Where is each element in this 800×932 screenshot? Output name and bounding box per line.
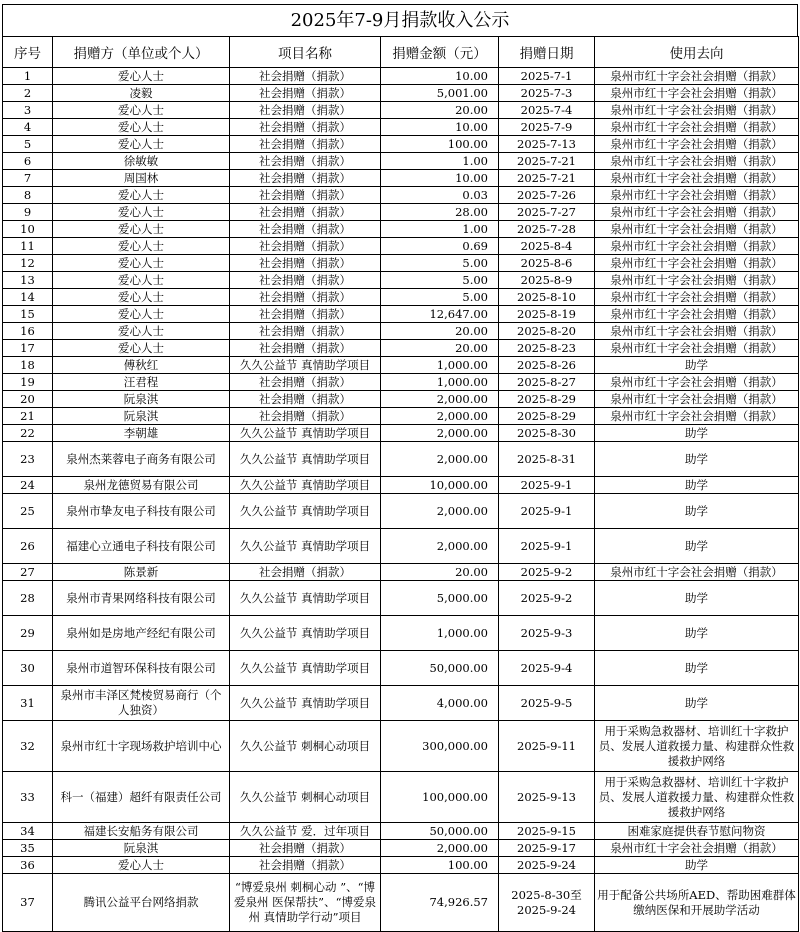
cell-no: 35 xyxy=(3,840,53,857)
cell-amount: 100,000.00 xyxy=(381,772,499,823)
cell-donor: 泉州市青果网络科技有限公司 xyxy=(53,581,230,616)
cell-no: 4 xyxy=(3,119,53,136)
cell-project: 社会捐赠（捐款） xyxy=(230,857,381,874)
cell-no: 5 xyxy=(3,136,53,153)
cell-date: 2025-8-30至2025-9-24 xyxy=(499,874,595,932)
cell-use: 泉州市红十字会社会捐赠（捐款） xyxy=(595,221,799,238)
cell-project: 久久公益节 真情助学项目 xyxy=(230,616,381,651)
cell-amount: 1,000.00 xyxy=(381,357,499,374)
table-header-row xyxy=(3,37,799,68)
cell-date: 2025-7-21 xyxy=(499,153,595,170)
cell-date: 2025-7-1 xyxy=(499,68,595,85)
table-row xyxy=(3,391,799,408)
cell-use: 泉州市红十字会社会捐赠（捐款） xyxy=(595,340,799,357)
cell-amount: 4,000.00 xyxy=(381,686,499,721)
cell-amount: 300,000.00 xyxy=(381,721,499,772)
cell-project: 社会捐赠（捐款） xyxy=(230,238,381,255)
cell-no: 26 xyxy=(3,529,53,564)
cell-date: 2025-8-30 xyxy=(499,425,595,442)
table-row xyxy=(3,374,799,391)
table-body xyxy=(3,68,799,932)
table-row xyxy=(3,340,799,357)
cell-date: 2025-8-27 xyxy=(499,374,595,391)
cell-no: 12 xyxy=(3,255,53,272)
cell-donor: 陈景新 xyxy=(53,564,230,581)
cell-amount: 20.00 xyxy=(381,102,499,119)
cell-amount: 10.00 xyxy=(381,68,499,85)
table-row xyxy=(3,306,799,323)
table-row xyxy=(3,408,799,425)
cell-donor: 泉州杰莱蓉电子商务有限公司 xyxy=(53,442,230,477)
cell-donor: 李朝雄 xyxy=(53,425,230,442)
header-donor: 捐赠方（单位或个人） xyxy=(53,37,230,68)
cell-donor: 爱心人士 xyxy=(53,119,230,136)
table-row xyxy=(3,772,799,823)
cell-use: 泉州市红十字会社会捐赠（捐款） xyxy=(595,323,799,340)
table-row xyxy=(3,823,799,840)
table-row xyxy=(3,564,799,581)
page-title: 2025年7-9月捐款收入公示 xyxy=(2,4,798,36)
cell-use: 泉州市红十字会社会捐赠（捐款） xyxy=(595,272,799,289)
cell-project: 久久公益节 爱．过年项目 xyxy=(230,823,381,840)
cell-date: 2025-9-15 xyxy=(499,823,595,840)
table-row xyxy=(3,289,799,306)
cell-date: 2025-9-1 xyxy=(499,477,595,494)
cell-donor: 泉州市红十字现场救护培训中心 xyxy=(53,721,230,772)
table-row xyxy=(3,119,799,136)
cell-date: 2025-8-23 xyxy=(499,340,595,357)
table-row xyxy=(3,221,799,238)
cell-amount: 5.00 xyxy=(381,272,499,289)
cell-amount: 50,000.00 xyxy=(381,651,499,686)
cell-use: 助学 xyxy=(595,357,799,374)
cell-project: 社会捐赠（捐款） xyxy=(230,136,381,153)
cell-project: 社会捐赠（捐款） xyxy=(230,272,381,289)
cell-project: 社会捐赠（捐款） xyxy=(230,391,381,408)
cell-donor: 泉州市道智环保科技有限公司 xyxy=(53,651,230,686)
donation-table xyxy=(2,36,799,932)
cell-donor: 阮泉淇 xyxy=(53,408,230,425)
cell-amount: 10.00 xyxy=(381,119,499,136)
cell-amount: 5.00 xyxy=(381,255,499,272)
cell-no: 17 xyxy=(3,340,53,357)
table-row xyxy=(3,425,799,442)
header-project: 项目名称 xyxy=(230,37,381,68)
cell-amount: 2,000.00 xyxy=(381,494,499,529)
cell-date: 2025-8-26 xyxy=(499,357,595,374)
cell-donor: 爱心人士 xyxy=(53,238,230,255)
cell-project: 社会捐赠（捐款） xyxy=(230,204,381,221)
cell-donor: 科一（福建）超纤有限责任公司 xyxy=(53,772,230,823)
cell-date: 2025-7-28 xyxy=(499,221,595,238)
cell-no: 25 xyxy=(3,494,53,529)
cell-no: 15 xyxy=(3,306,53,323)
cell-no: 30 xyxy=(3,651,53,686)
cell-no: 10 xyxy=(3,221,53,238)
cell-use: 助学 xyxy=(595,651,799,686)
cell-no: 29 xyxy=(3,616,53,651)
cell-use: 泉州市红十字会社会捐赠（捐款） xyxy=(595,374,799,391)
cell-no: 34 xyxy=(3,823,53,840)
cell-project: 社会捐赠（捐款） xyxy=(230,340,381,357)
cell-use: 泉州市红十字会社会捐赠（捐款） xyxy=(595,255,799,272)
cell-amount: 12,647.00 xyxy=(381,306,499,323)
cell-date: 2025-8-29 xyxy=(499,391,595,408)
cell-no: 18 xyxy=(3,357,53,374)
cell-donor: 爱心人士 xyxy=(53,857,230,874)
cell-donor: 汪君程 xyxy=(53,374,230,391)
cell-use: 泉州市红十字会社会捐赠（捐款） xyxy=(595,187,799,204)
cell-donor: 腾讯公益平台网络捐款 xyxy=(53,874,230,932)
cell-date: 2025-7-13 xyxy=(499,136,595,153)
cell-date: 2025-8-31 xyxy=(499,442,595,477)
cell-project: 社会捐赠（捐款） xyxy=(230,85,381,102)
cell-use: 泉州市红十字会社会捐赠（捐款） xyxy=(595,136,799,153)
cell-amount: 28.00 xyxy=(381,204,499,221)
cell-no: 1 xyxy=(3,68,53,85)
table-row xyxy=(3,686,799,721)
cell-project: 久久公益节 真情助学项目 xyxy=(230,686,381,721)
cell-amount: 2,000.00 xyxy=(381,840,499,857)
cell-no: 31 xyxy=(3,686,53,721)
cell-donor: 爱心人士 xyxy=(53,204,230,221)
table-row xyxy=(3,238,799,255)
cell-amount: 20.00 xyxy=(381,564,499,581)
cell-date: 2025-9-1 xyxy=(499,494,595,529)
cell-amount: 2,000.00 xyxy=(381,442,499,477)
cell-date: 2025-9-4 xyxy=(499,651,595,686)
cell-no: 20 xyxy=(3,391,53,408)
cell-use: 助学 xyxy=(595,494,799,529)
cell-no: 24 xyxy=(3,477,53,494)
table-row xyxy=(3,857,799,874)
cell-no: 13 xyxy=(3,272,53,289)
cell-project: 社会捐赠（捐款） xyxy=(230,323,381,340)
cell-use: 泉州市红十字会社会捐赠（捐款） xyxy=(595,391,799,408)
cell-donor: 爱心人士 xyxy=(53,306,230,323)
cell-donor: 爱心人士 xyxy=(53,187,230,204)
table-row xyxy=(3,494,799,529)
cell-no: 28 xyxy=(3,581,53,616)
cell-use: 助学 xyxy=(595,529,799,564)
table-row xyxy=(3,68,799,85)
cell-use: 泉州市红十字会社会捐赠（捐款） xyxy=(595,238,799,255)
cell-donor: 傅秋红 xyxy=(53,357,230,374)
cell-no: 19 xyxy=(3,374,53,391)
cell-use: 泉州市红十字会社会捐赠（捐款） xyxy=(595,306,799,323)
table-row xyxy=(3,840,799,857)
cell-project: 社会捐赠（捐款） xyxy=(230,170,381,187)
cell-donor: 爱心人士 xyxy=(53,221,230,238)
cell-use: 泉州市红十字会社会捐赠（捐款） xyxy=(595,408,799,425)
table-row xyxy=(3,581,799,616)
cell-amount: 50,000.00 xyxy=(381,823,499,840)
cell-date: 2025-8-9 xyxy=(499,272,595,289)
table-row xyxy=(3,874,799,932)
cell-no: 7 xyxy=(3,170,53,187)
cell-project: 久久公益节 真情助学项目 xyxy=(230,529,381,564)
cell-date: 2025-7-26 xyxy=(499,187,595,204)
cell-use: 助学 xyxy=(595,616,799,651)
cell-no: 9 xyxy=(3,204,53,221)
table-row xyxy=(3,187,799,204)
table-row xyxy=(3,442,799,477)
cell-use: 困难家庭提供春节慰问物资 xyxy=(595,823,799,840)
table-row xyxy=(3,323,799,340)
cell-use: 助学 xyxy=(595,581,799,616)
cell-project: 社会捐赠（捐款） xyxy=(230,255,381,272)
cell-amount: 2,000.00 xyxy=(381,391,499,408)
cell-amount: 0.69 xyxy=(381,238,499,255)
cell-use: 助学 xyxy=(595,425,799,442)
cell-no: 8 xyxy=(3,187,53,204)
cell-donor: 爱心人士 xyxy=(53,102,230,119)
cell-use: 泉州市红十字会社会捐赠（捐款） xyxy=(595,170,799,187)
cell-project: 久久公益节 真情助学项目 xyxy=(230,357,381,374)
cell-project: 社会捐赠（捐款） xyxy=(230,374,381,391)
cell-no: 6 xyxy=(3,153,53,170)
cell-use: 泉州市红十字会社会捐赠（捐款） xyxy=(595,68,799,85)
cell-donor: 阮泉淇 xyxy=(53,391,230,408)
cell-donor: 泉州龙德贸易有限公司 xyxy=(53,477,230,494)
cell-donor: 徐敏敏 xyxy=(53,153,230,170)
cell-amount: 0.03 xyxy=(381,187,499,204)
cell-date: 2025-9-13 xyxy=(499,772,595,823)
cell-project: 社会捐赠（捐款） xyxy=(230,187,381,204)
cell-no: 36 xyxy=(3,857,53,874)
cell-no: 2 xyxy=(3,85,53,102)
cell-use: 泉州市红十字会社会捐赠（捐款） xyxy=(595,289,799,306)
cell-use: 泉州市红十字会社会捐赠（捐款） xyxy=(595,119,799,136)
cell-date: 2025-7-9 xyxy=(499,119,595,136)
cell-date: 2025-9-5 xyxy=(499,686,595,721)
cell-donor: 凌毅 xyxy=(53,85,230,102)
cell-no: 33 xyxy=(3,772,53,823)
cell-amount: 100.00 xyxy=(381,857,499,874)
cell-use: 泉州市红十字会社会捐赠（捐款） xyxy=(595,153,799,170)
cell-project: 社会捐赠（捐款） xyxy=(230,306,381,323)
cell-date: 2025-8-10 xyxy=(499,289,595,306)
cell-date: 2025-8-6 xyxy=(499,255,595,272)
cell-date: 2025-8-29 xyxy=(499,408,595,425)
cell-use: 助学 xyxy=(595,857,799,874)
cell-use: 助学 xyxy=(595,477,799,494)
table-row xyxy=(3,136,799,153)
header-use: 使用去向 xyxy=(595,37,799,68)
cell-date: 2025-9-17 xyxy=(499,840,595,857)
cell-date: 2025-7-4 xyxy=(499,102,595,119)
cell-project: “博爱泉州 刺桐心动 ”、“博爱泉州 医保帮扶”、“博爱泉州 真情助学行动”项目 xyxy=(230,874,381,932)
cell-donor: 福建心立通电子科技有限公司 xyxy=(53,529,230,564)
cell-amount: 2,000.00 xyxy=(381,425,499,442)
cell-date: 2025-8-19 xyxy=(499,306,595,323)
cell-date: 2025-7-3 xyxy=(499,85,595,102)
cell-amount: 74,926.57 xyxy=(381,874,499,932)
cell-date: 2025-9-11 xyxy=(499,721,595,772)
cell-donor: 福建长安船务有限公司 xyxy=(53,823,230,840)
cell-project: 社会捐赠（捐款） xyxy=(230,289,381,306)
cell-no: 23 xyxy=(3,442,53,477)
table-row xyxy=(3,651,799,686)
cell-project: 社会捐赠（捐款） xyxy=(230,840,381,857)
cell-amount: 100.00 xyxy=(381,136,499,153)
cell-donor: 爱心人士 xyxy=(53,68,230,85)
cell-amount: 5,000.00 xyxy=(381,581,499,616)
table-row xyxy=(3,204,799,221)
cell-project: 久久公益节 真情助学项目 xyxy=(230,425,381,442)
cell-no: 21 xyxy=(3,408,53,425)
cell-date: 2025-8-20 xyxy=(499,323,595,340)
cell-use: 助学 xyxy=(595,442,799,477)
cell-donor: 爱心人士 xyxy=(53,272,230,289)
cell-project: 久久公益节 刺桐心动项目 xyxy=(230,772,381,823)
cell-amount: 5.00 xyxy=(381,289,499,306)
cell-use: 泉州市红十字会社会捐赠（捐款） xyxy=(595,102,799,119)
cell-use: 泉州市红十字会社会捐赠（捐款） xyxy=(595,85,799,102)
cell-no: 11 xyxy=(3,238,53,255)
cell-donor: 爱心人士 xyxy=(53,289,230,306)
table-row xyxy=(3,721,799,772)
header-amount: 捐赠金额（元） xyxy=(381,37,499,68)
cell-no: 3 xyxy=(3,102,53,119)
cell-project: 社会捐赠（捐款） xyxy=(230,408,381,425)
cell-date: 2025-9-2 xyxy=(499,581,595,616)
cell-use: 泉州市红十字会社会捐赠（捐款） xyxy=(595,840,799,857)
cell-amount: 1.00 xyxy=(381,153,499,170)
cell-use: 用于采购急救器材、培训红十字救护员、发展人道救援力量、构建群众性救援救护网络 xyxy=(595,721,799,772)
cell-donor: 爱心人士 xyxy=(53,136,230,153)
cell-project: 久久公益节 真情助学项目 xyxy=(230,581,381,616)
cell-donor: 泉州如是房地产经纪有限公司 xyxy=(53,616,230,651)
cell-use: 泉州市红十字会社会捐赠（捐款） xyxy=(595,564,799,581)
cell-use: 用于配备公共场所AED、帮助困难群体缴纳医保和开展助学活动 xyxy=(595,874,799,932)
cell-amount: 20.00 xyxy=(381,340,499,357)
table-row xyxy=(3,255,799,272)
cell-use: 泉州市红十字会社会捐赠（捐款） xyxy=(595,204,799,221)
cell-date: 2025-9-2 xyxy=(499,564,595,581)
cell-project: 社会捐赠（捐款） xyxy=(230,68,381,85)
cell-project: 久久公益节 真情助学项目 xyxy=(230,442,381,477)
cell-amount: 1,000.00 xyxy=(381,616,499,651)
cell-no: 27 xyxy=(3,564,53,581)
cell-amount: 10.00 xyxy=(381,170,499,187)
cell-amount: 1,000.00 xyxy=(381,374,499,391)
cell-amount: 2,000.00 xyxy=(381,408,499,425)
cell-amount: 5,001.00 xyxy=(381,85,499,102)
cell-use: 用于采购急救器材、培训红十字救护员、发展人道救援力量、构建群众性救援救护网络 xyxy=(595,772,799,823)
cell-date: 2025-8-4 xyxy=(499,238,595,255)
cell-project: 久久公益节 刺桐心动项目 xyxy=(230,721,381,772)
cell-date: 2025-9-3 xyxy=(499,616,595,651)
cell-no: 14 xyxy=(3,289,53,306)
cell-project: 久久公益节 真情助学项目 xyxy=(230,651,381,686)
cell-amount: 20.00 xyxy=(381,323,499,340)
cell-project: 久久公益节 真情助学项目 xyxy=(230,494,381,529)
cell-amount: 2,000.00 xyxy=(381,529,499,564)
header-date: 捐赠日期 xyxy=(499,37,595,68)
header-no: 序号 xyxy=(3,37,53,68)
cell-amount: 10,000.00 xyxy=(381,477,499,494)
cell-amount: 1.00 xyxy=(381,221,499,238)
cell-project: 社会捐赠（捐款） xyxy=(230,564,381,581)
cell-donor: 爱心人士 xyxy=(53,340,230,357)
cell-use: 助学 xyxy=(595,686,799,721)
cell-no: 16 xyxy=(3,323,53,340)
table-row xyxy=(3,616,799,651)
table-row xyxy=(3,170,799,187)
cell-donor: 阮泉淇 xyxy=(53,840,230,857)
table-row xyxy=(3,357,799,374)
table-row xyxy=(3,85,799,102)
donation-sheet xyxy=(2,4,798,932)
cell-date: 2025-7-27 xyxy=(499,204,595,221)
cell-donor: 泉州市丰泽区梵棱贸易商行（个人独资） xyxy=(53,686,230,721)
table-row xyxy=(3,529,799,564)
cell-date: 2025-9-1 xyxy=(499,529,595,564)
cell-donor: 爱心人士 xyxy=(53,255,230,272)
cell-date: 2025-7-21 xyxy=(499,170,595,187)
table-row xyxy=(3,102,799,119)
cell-no: 32 xyxy=(3,721,53,772)
table-row xyxy=(3,477,799,494)
cell-date: 2025-9-24 xyxy=(499,857,595,874)
cell-donor: 周国林 xyxy=(53,170,230,187)
cell-project: 社会捐赠（捐款） xyxy=(230,119,381,136)
cell-project: 久久公益节 真情助学项目 xyxy=(230,477,381,494)
cell-no: 22 xyxy=(3,425,53,442)
cell-donor: 爱心人士 xyxy=(53,323,230,340)
cell-project: 社会捐赠（捐款） xyxy=(230,102,381,119)
cell-no: 37 xyxy=(3,874,53,932)
table-row xyxy=(3,272,799,289)
cell-project: 社会捐赠（捐款） xyxy=(230,221,381,238)
table-row xyxy=(3,153,799,170)
cell-donor: 泉州市挚友电子科技有限公司 xyxy=(53,494,230,529)
cell-project: 社会捐赠（捐款） xyxy=(230,153,381,170)
